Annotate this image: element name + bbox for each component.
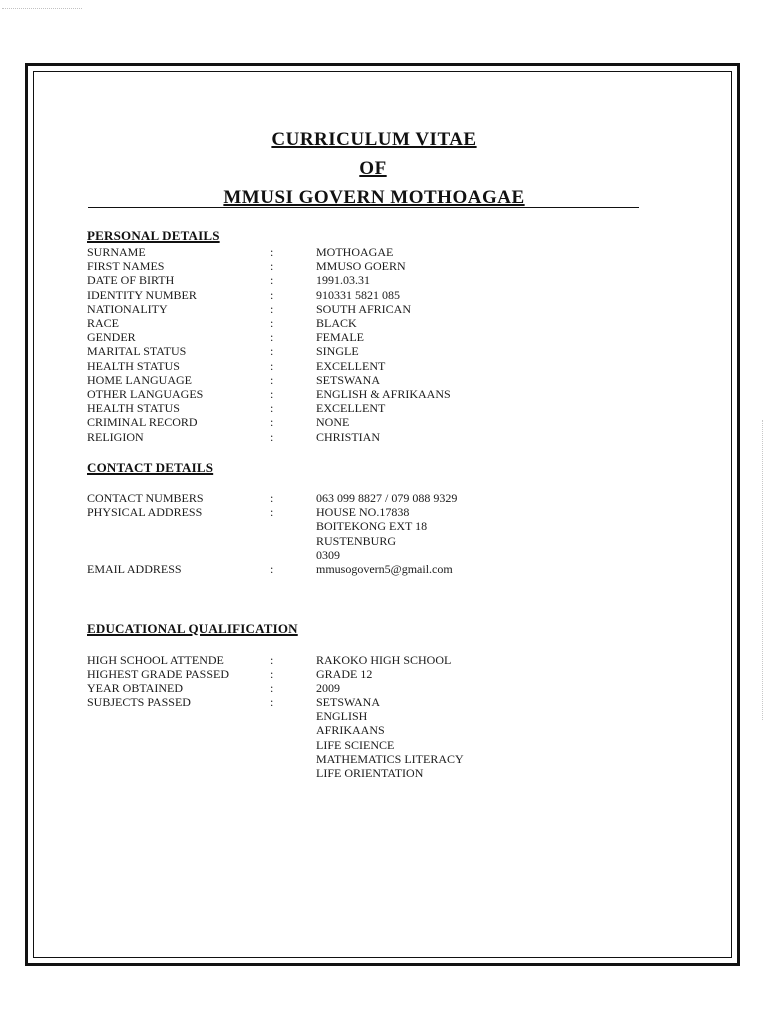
email-label: EMAIL ADDRESS xyxy=(87,562,182,576)
year-obtained-value: 2009 xyxy=(316,681,340,695)
contact-numbers-label: CONTACT NUMBERS xyxy=(87,491,204,505)
separator: : xyxy=(270,491,274,505)
personal-detail-label: HEALTH STATUS xyxy=(87,359,180,373)
scan-edge-artifact xyxy=(762,420,764,720)
highest-grade-value: GRADE 12 xyxy=(316,667,373,681)
education-heading: EDUCATIONAL QUALIFICATION xyxy=(87,621,298,636)
subject-item: LIFE SCIENCE xyxy=(316,738,395,752)
personal-detail-value: FEMALE xyxy=(316,330,364,344)
subject-item: ENGLISH xyxy=(316,709,368,723)
personal-detail-label: IDENTITY NUMBER xyxy=(87,288,197,302)
personal-detail-value: 1991.03.31 xyxy=(316,273,370,287)
separator: : xyxy=(270,681,274,695)
high-school-label: HIGH SCHOOL ATTENDE xyxy=(87,653,224,667)
personal-detail-label: GENDER xyxy=(87,330,136,344)
subject-item: LIFE ORIENTATION xyxy=(316,766,424,780)
personal-detail-value: ENGLISH & AFRIKAANS xyxy=(316,387,451,401)
separator: : xyxy=(270,273,274,287)
separator: : xyxy=(270,401,274,415)
highest-grade-label: HIGHEST GRADE PASSED xyxy=(87,667,230,681)
separator: : xyxy=(270,653,274,667)
title-divider xyxy=(88,207,639,208)
contact-details-heading: CONTACT DETAILS xyxy=(87,460,214,475)
separator: : xyxy=(270,373,274,387)
personal-detail-label: RELIGION xyxy=(87,430,144,444)
personal-detail-label: FIRST NAMES xyxy=(87,259,165,273)
personal-detail-label: OTHER LANGUAGES xyxy=(87,387,204,401)
personal-detail-label: CRIMINAL RECORD xyxy=(87,415,198,429)
document-title xyxy=(0,125,768,212)
personal-details-heading: PERSONAL DETAILS xyxy=(87,228,220,243)
separator: : xyxy=(270,288,274,302)
separator: : xyxy=(270,415,274,429)
separator: : xyxy=(270,302,274,316)
personal-detail-value: SOUTH AFRICAN xyxy=(316,302,412,316)
separator: : xyxy=(270,316,274,330)
address-line-1: HOUSE NO.17838 xyxy=(316,505,410,519)
separator: : xyxy=(270,387,274,401)
personal-detail-value: BLACK xyxy=(316,316,357,330)
personal-detail-label: HEALTH STATUS xyxy=(87,401,180,415)
contact-numbers-value: 063 099 8827 / 079 088 9329 xyxy=(316,491,458,505)
personal-detail-value: 910331 5821 085 xyxy=(316,288,400,302)
personal-detail-value: MOTHOAGAE xyxy=(316,245,394,259)
personal-detail-label: SURNAME xyxy=(87,245,146,259)
subjects-passed-label: SUBJECTS PASSED xyxy=(87,695,191,709)
personal-detail-label: NATIONALITY xyxy=(87,302,168,316)
email-value: mmusogovern5@gmail.com xyxy=(316,562,453,576)
personal-detail-value: NONE xyxy=(316,415,350,429)
personal-detail-value: SETSWANA xyxy=(316,373,381,387)
physical-address-label: PHYSICAL ADDRESS xyxy=(87,505,203,519)
title-line-3: MMUSI GOVERN MOTHOAGAE xyxy=(223,187,525,208)
subject-item: SETSWANA xyxy=(316,695,381,709)
separator: : xyxy=(270,259,274,273)
separator: : xyxy=(270,430,274,444)
subject-item: MATHEMATICS LITERACY xyxy=(316,752,464,766)
personal-detail-value: SINGLE xyxy=(316,344,359,358)
separator: : xyxy=(270,505,274,519)
address-line-2: BOITEKONG EXT 18 xyxy=(316,519,428,533)
separator: : xyxy=(270,245,274,259)
separator: : xyxy=(270,562,274,576)
personal-detail-label: DATE OF BIRTH xyxy=(87,273,175,287)
personal-detail-label: HOME LANGUAGE xyxy=(87,373,192,387)
title-line-1: CURRICULUM VITAE xyxy=(271,129,477,150)
subject-item: AFRIKAANS xyxy=(316,723,385,737)
separator: : xyxy=(270,330,274,344)
address-line-4: 0309 xyxy=(316,548,340,562)
separator: : xyxy=(270,359,274,373)
separator: : xyxy=(270,344,274,358)
personal-detail-value: MMUSO GOERN xyxy=(316,259,406,273)
separator: : xyxy=(270,667,274,681)
year-obtained-label: YEAR OBTAINED xyxy=(87,681,184,695)
personal-detail-value: EXCELLENT xyxy=(316,359,386,373)
personal-detail-label: RACE xyxy=(87,316,120,330)
separator: : xyxy=(270,695,274,709)
high-school-value: RAKOKO HIGH SCHOOL xyxy=(316,653,452,667)
address-line-3: RUSTENBURG xyxy=(316,534,397,548)
scan-artifact xyxy=(2,8,82,15)
personal-detail-label: MARITAL STATUS xyxy=(87,344,187,358)
personal-detail-value: CHRISTIAN xyxy=(316,430,381,444)
title-line-2: OF xyxy=(359,158,387,179)
personal-detail-value: EXCELLENT xyxy=(316,401,386,415)
